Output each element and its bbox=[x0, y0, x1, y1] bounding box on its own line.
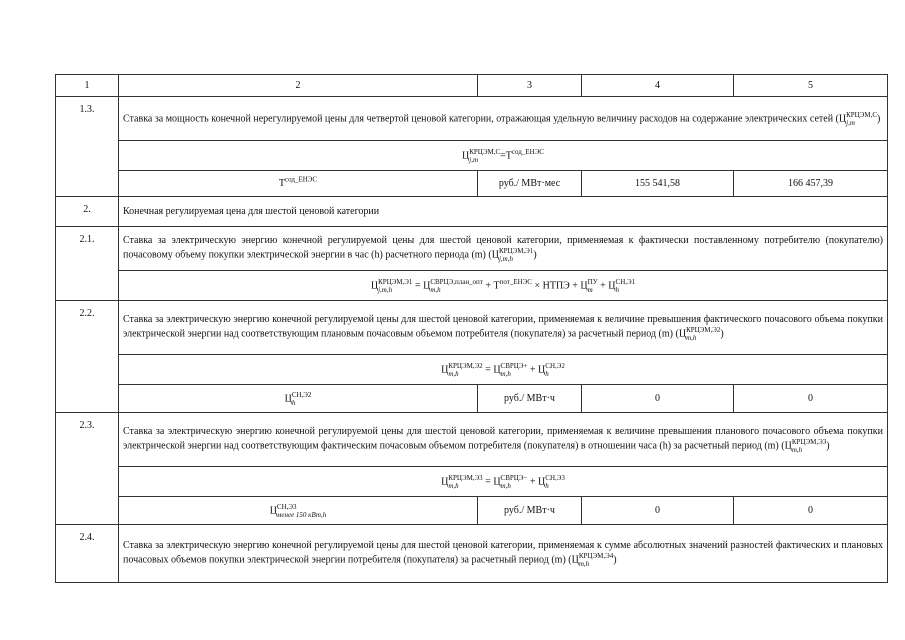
header-col-3: 3 bbox=[478, 75, 582, 97]
section-description: Ставка за электрическую энергию конечной регулируемой цены для шестой ценовой категории, применяемая к величине превышения планового почасового объема покупки электрической энергии над соответствующим фактическим почасовым объемом потребителя (покупателя) в отношении часа (h) за расчетный период (m) (Ц КРЦЭМ,Э3 m,h ) bbox=[119, 413, 888, 467]
symbol-sub: m,h bbox=[791, 446, 803, 454]
f-sup: КРЦЭМ,Э1 bbox=[378, 277, 413, 286]
section-number: 2.2. bbox=[56, 301, 119, 413]
section-2-4-row bbox=[56, 525, 888, 583]
f-eq: = bbox=[500, 149, 506, 161]
f-c3: Ц bbox=[538, 363, 546, 375]
value-row bbox=[56, 385, 888, 413]
symbol-c: Ц bbox=[784, 440, 792, 452]
section-1-3-row bbox=[56, 97, 888, 141]
symbol-sup: КРЦЭМ,Э2 bbox=[686, 326, 721, 334]
f-c2: Ц bbox=[493, 363, 501, 375]
tariff-table bbox=[55, 74, 888, 583]
f-sub2: m,h bbox=[500, 369, 511, 378]
label-sub: менее 150 кВт,h bbox=[276, 510, 327, 519]
symbol-c: Ц bbox=[838, 112, 847, 124]
f-sup2: СВРЦЭ+ bbox=[500, 361, 528, 370]
symbol-sup: КРЦЭМ,С bbox=[846, 110, 878, 119]
section-description: Ставка за мощность конечной нерегулируемой цены для четвертой ценовой категории, отражающая удельную величину расходов на содержание электрических сетей (Ц КРЦЭМ,С j,m ) bbox=[119, 97, 888, 141]
symbol-sup: КРЦЭМ,Э4 bbox=[578, 552, 614, 560]
f-c2: Ц bbox=[423, 279, 431, 291]
formula-row bbox=[56, 355, 888, 385]
value-label bbox=[119, 497, 478, 525]
f-c4: Ц bbox=[608, 279, 616, 291]
label-sup: сод_ЕНЭС bbox=[285, 175, 318, 184]
f-sup: КРЦЭМ,Э3 bbox=[448, 473, 483, 482]
f-sub5: h bbox=[615, 285, 620, 294]
formula-2-3 bbox=[119, 467, 888, 497]
description-text: Ставка за мощность конечной нерегулируемой цены для четвертой ценовой категории, отражающая удельную величину расходов на содержание электрических сетей bbox=[123, 112, 834, 124]
section-description: Конечная регулируемая цена для шестой ценовой категории bbox=[119, 197, 888, 227]
f-plus: + bbox=[572, 279, 578, 291]
f-plus: + bbox=[529, 475, 536, 487]
section-2-3-row bbox=[56, 413, 888, 467]
unit-cell: руб./ МВт·мес bbox=[478, 171, 582, 197]
f-ntpe: НТПЭ bbox=[542, 279, 570, 291]
f-sub2: m,h bbox=[500, 481, 511, 490]
section-number: 1.3. bbox=[56, 97, 119, 197]
header-col-4: 4 bbox=[582, 75, 734, 97]
label-sup: СН,Э3 bbox=[276, 502, 297, 511]
label-c: Ц bbox=[269, 504, 277, 516]
value-col5: 0 bbox=[734, 497, 888, 525]
f-t: Т bbox=[493, 279, 500, 291]
f-sup4: ПУ bbox=[587, 277, 598, 286]
f-sup5: СН,Э1 bbox=[615, 277, 636, 286]
f-sup3: СН,Э3 bbox=[545, 473, 565, 482]
value-label bbox=[119, 171, 478, 197]
f-sub3: h bbox=[545, 481, 549, 490]
formula-row bbox=[56, 141, 888, 171]
value-row bbox=[56, 497, 888, 525]
section-number: 2.3. bbox=[56, 413, 119, 525]
formula-2-2 bbox=[119, 355, 888, 385]
value-col5: 0 bbox=[734, 385, 888, 413]
f-sup2: СВРЦЭ− bbox=[500, 473, 528, 482]
f-c3: Ц bbox=[538, 475, 546, 487]
section-number: 2.4. bbox=[56, 525, 119, 583]
section-description: Ставка за электрическую энергию конечной регулируемой цены для шестой ценовой категории, применяемая к величине превышения фактического почасового объема покупки электрической энергии над соответствующим плановым почасовым объемом потребителя (покупателя) за расчетный период (m) (Ц КРЦЭМ,Э2 m,h ) bbox=[119, 301, 888, 355]
header-col-5: 5 bbox=[734, 75, 888, 97]
f-c: Ц bbox=[441, 475, 449, 487]
f-c3: Ц bbox=[580, 279, 588, 291]
unit-cell: руб./ МВт·ч bbox=[478, 497, 582, 525]
f-sup3: СН,Э2 bbox=[545, 361, 565, 370]
f-plus: + bbox=[600, 279, 606, 291]
f-sub: j,m bbox=[469, 155, 478, 164]
f-sub3: h bbox=[545, 369, 549, 378]
value-row bbox=[56, 171, 888, 197]
header-col-2: 2 bbox=[119, 75, 478, 97]
f-sup: КРЦЭМ,Э2 bbox=[448, 361, 483, 370]
label-c: Ц bbox=[284, 392, 292, 404]
value-col4: 155 541,58 bbox=[582, 171, 734, 197]
section-number: 2.1. bbox=[56, 227, 119, 301]
f-plus: + bbox=[529, 363, 536, 375]
symbol-sub: m,h bbox=[686, 334, 697, 342]
f-plus: + bbox=[485, 279, 492, 291]
f-sub: j,m,h bbox=[378, 285, 393, 294]
section-2-1-row bbox=[56, 227, 888, 271]
f-eq: = bbox=[485, 363, 491, 375]
section-description: Ставка за электрическую энергию конечной регулируемой цены для шестой ценовой категории, применяемая к фактически поставленному потребителю (покупателю) почасовому объему покупки электрической энергии в час (h) расчетного периода (m) (Ц КРЦЭМ,Э1 j,m,h ) bbox=[119, 227, 888, 271]
description-text: Ставка за электрическую энергию конечной регулируемой цены для шестой ценовой категории, применяемая к величине превышения фактического почасового объема покупки электрической энергии над соответствующим плановым почасовым объемом потребителя (покупателя) за расчетный период (m) bbox=[123, 314, 883, 340]
value-col4: 0 bbox=[582, 497, 734, 525]
label-sub: h bbox=[291, 398, 296, 407]
f-sub2: m,h bbox=[430, 285, 441, 294]
section-number: 2. bbox=[56, 197, 119, 227]
formula-2-1 bbox=[119, 271, 888, 301]
f-mul: × bbox=[534, 279, 541, 291]
section-2-row bbox=[56, 197, 888, 227]
value-col4: 0 bbox=[582, 385, 734, 413]
symbol-c: Ц bbox=[571, 554, 579, 566]
f-c2: Ц bbox=[493, 475, 501, 487]
formula-1-3 bbox=[119, 141, 888, 171]
f-c: Ц bbox=[370, 279, 379, 291]
f-c: Ц bbox=[441, 363, 449, 375]
symbol-sub: j,m,h bbox=[498, 255, 513, 263]
symbol-sup: КРЦЭМ,Э1 bbox=[498, 247, 534, 255]
f-c: Ц bbox=[462, 149, 470, 161]
f-sup2: сод_ЕНЭС bbox=[511, 147, 544, 156]
description-text: Ставка за электрическую энергию конечной регулируемой цены для шестой ценовой категории, применяемая к величине превышения планового почасового объема покупки электрической энергии над соответствующим фактическим почасовым объемом потребителя (покупателя) в отношении часа (h) за расчетный период (m) bbox=[123, 426, 883, 452]
value-label bbox=[119, 385, 478, 413]
f-sup2: СВРЦЭ,план_опт bbox=[430, 277, 483, 286]
f-sup: КРЦЭМ,С bbox=[469, 147, 501, 156]
formula-row bbox=[56, 271, 888, 301]
label-t: Т bbox=[278, 178, 285, 189]
header-row bbox=[56, 75, 888, 97]
section-description: Ставка за электрическую энергию конечной регулируемой цены для шестой ценовой категории, применяемая к сумме абсолютных значений разностей фактических и плановых почасовых объемов покупки электрической энергии потребителя (покупателя) за расчетный период (m) (Ц КРЦЭМ,Э4 m,h ) bbox=[119, 525, 888, 583]
header-col-1: 1 bbox=[56, 75, 119, 97]
label-sup: СН,Э2 bbox=[291, 390, 312, 399]
f-sub: m,h bbox=[448, 481, 459, 490]
symbol-c: Ц bbox=[678, 328, 687, 340]
f-sub4: m bbox=[587, 285, 593, 294]
f-eq: = bbox=[414, 279, 421, 291]
f-sub: m,h bbox=[448, 369, 459, 378]
value-col5: 166 457,39 bbox=[734, 171, 888, 197]
section-2-2-row bbox=[56, 301, 888, 355]
f-sup3: пот_ЕНЭС bbox=[499, 277, 532, 286]
unit-cell: руб./ МВт·ч bbox=[478, 385, 582, 413]
f-t: Т bbox=[505, 149, 512, 161]
symbol-sub: m,h bbox=[578, 560, 590, 568]
f-eq: = bbox=[485, 475, 491, 487]
description-text: Ставка за электрическую энергию конечной регулируемой цены для шестой ценовой категории, применяемая к сумме абсолютных значений разностей фактических и плановых почасовых объемов покупки электрической энергии потребителя (покупателя) за расчетный период (m) bbox=[123, 540, 883, 566]
formula-row bbox=[56, 467, 888, 497]
symbol-c: Ц bbox=[491, 249, 499, 261]
symbol-sub: j,m bbox=[846, 118, 855, 127]
description-text: Ставка за электрическую энергию конечной регулируемой цены для шестой ценовой категории, применяемая к фактически поставленному потребителю (покупателю) почасовому объему покупки электрической энергии в час (h) расчетного периода (m) bbox=[123, 235, 883, 261]
symbol-sup: КРЦЭМ,Э3 bbox=[791, 438, 827, 446]
